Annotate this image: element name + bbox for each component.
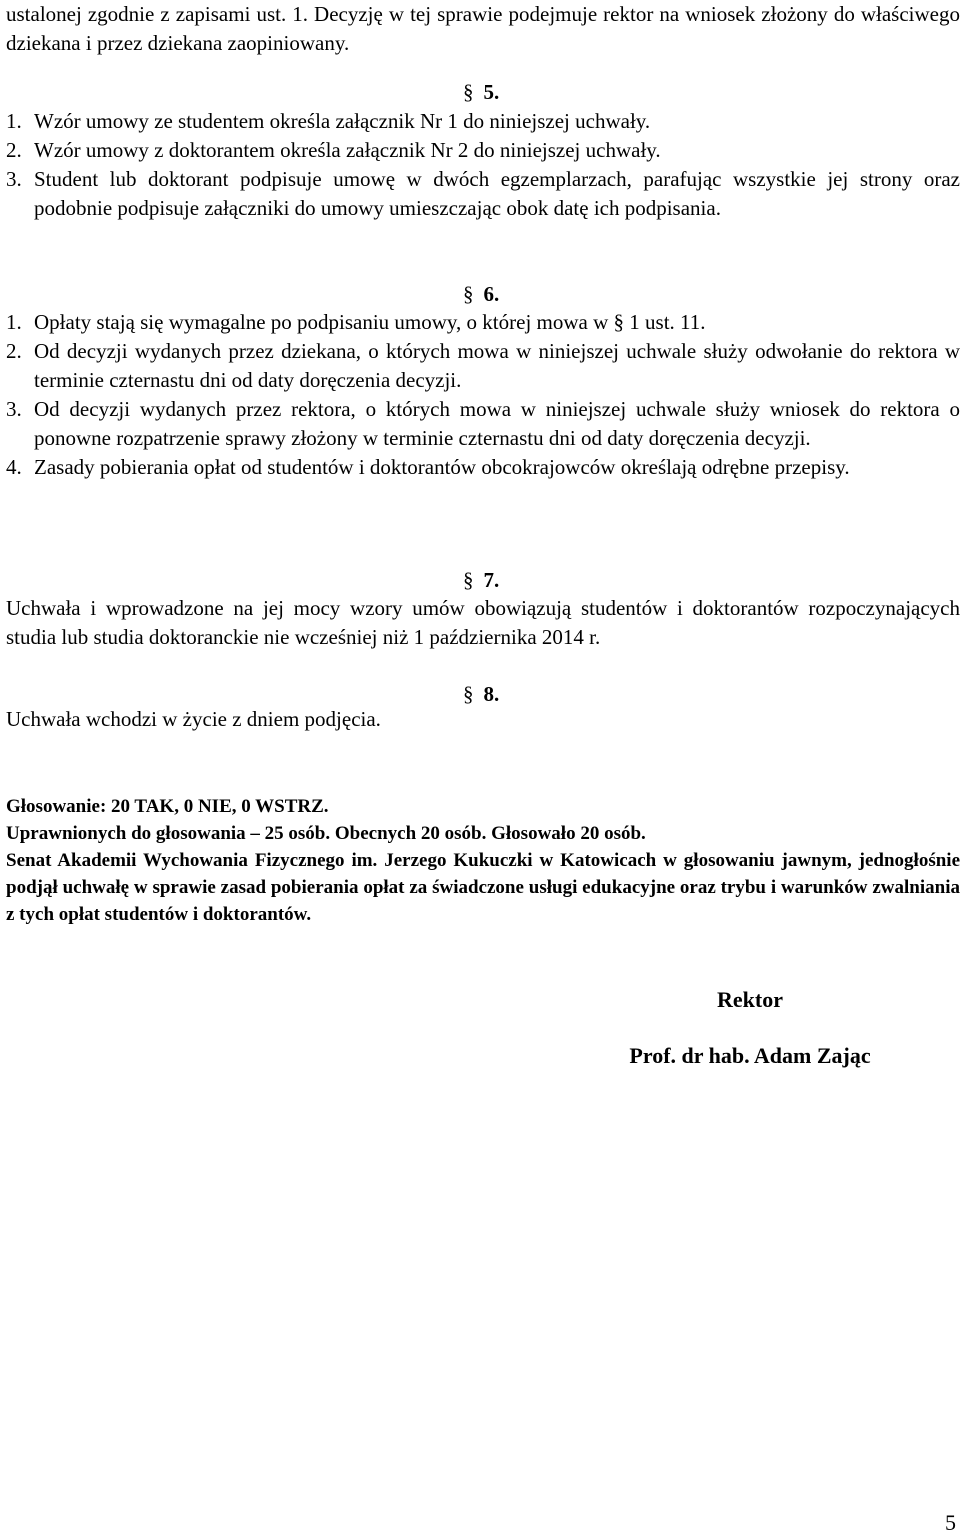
section-7-text: Uchwała i wprowadzone na jej mocy wzory umów obowiązują studentów i doktorantów rozpoczynających studia lub studia doktoranckie nie wcześniej niż 1 października 2014 r. bbox=[6, 596, 960, 649]
item-text: Od decyzji wydanych przez rektora, o których mowa w niniejszej uchwale służy wniosek do rektora o ponowne rozpatrzenie sprawy złożony w terminie czternastu dni od daty doręczenia decyzji. bbox=[34, 397, 960, 450]
section-5-list bbox=[0, 107, 960, 223]
list-item bbox=[0, 107, 960, 136]
voting-eligible: Uprawnionych do głosowania – 25 osób. Obecnych 20 osób. Głosowało 20 osób. bbox=[6, 823, 646, 844]
section-symbol: § bbox=[463, 568, 474, 592]
page-number: 5 bbox=[945, 1510, 956, 1535]
intro-paragraph bbox=[0, 0, 960, 58]
item-number: 1. bbox=[6, 310, 22, 334]
section-symbol: § bbox=[463, 282, 474, 306]
section-7-heading bbox=[463, 566, 499, 595]
voting-result: Głosowanie: 20 TAK, 0 NIE, 0 WSTRZ. bbox=[6, 796, 329, 817]
signature-title: Rektor bbox=[717, 987, 783, 1012]
list-item bbox=[0, 453, 960, 482]
section-7-body bbox=[0, 594, 960, 652]
section-8-text: Uchwała wchodzi w życie z dniem podjęcia. bbox=[6, 707, 381, 731]
item-text: Student lub doktorant podpisuje umowę w dwóch egzemplarzach, parafując wszystkie jej strony oraz podobnie podpisuje załączniki do umowy umieszczając obok datę ich podpisania. bbox=[34, 167, 960, 220]
section-label: 8. bbox=[483, 682, 500, 706]
list-item bbox=[0, 337, 960, 395]
item-text: Od decyzji wydanych przez dziekana, o których mowa w niniejszej uchwale służy odwołanie do rektora w terminie czternastu dni od daty doręczenia decyzji. bbox=[34, 339, 960, 392]
signature-name: Prof. dr hab. Adam Zając bbox=[629, 1043, 871, 1068]
section-8-body bbox=[0, 705, 960, 734]
section-symbol: § bbox=[463, 682, 474, 706]
section-6-heading bbox=[463, 280, 499, 309]
list-item bbox=[0, 395, 960, 453]
section-label: 7. bbox=[483, 568, 500, 592]
section-label: 6. bbox=[483, 282, 500, 306]
list-item bbox=[0, 136, 960, 165]
item-text: Zasady pobierania opłat od studentów i doktorantów obcokrajowców określają odrębne przepisy. bbox=[34, 455, 850, 479]
signature-block bbox=[560, 985, 940, 1071]
intro-text: ustalonej zgodnie z zapisami ust. 1. Decyzję w tej sprawie podejmuje rektor na wniosek złożony do właściwego dziekana i przez dziekana zaopiniowany. bbox=[6, 2, 960, 55]
list-item bbox=[0, 165, 960, 223]
section-label: 5. bbox=[483, 80, 500, 104]
section-symbol: § bbox=[463, 80, 474, 104]
section-6-list bbox=[0, 308, 960, 482]
item-number: 1. bbox=[6, 109, 22, 133]
item-text: Wzór umowy ze studentem określa załącznik Nr 1 do niniejszej uchwały. bbox=[34, 109, 651, 133]
item-number: 3. bbox=[6, 167, 22, 191]
item-number: 3. bbox=[6, 397, 22, 421]
item-text: Wzór umowy z doktorantem określa załącznik Nr 2 do niniejszej uchwały. bbox=[34, 138, 661, 162]
list-item bbox=[0, 308, 960, 337]
item-number: 4. bbox=[6, 455, 22, 479]
item-number: 2. bbox=[6, 339, 22, 363]
section-5-heading bbox=[463, 78, 499, 107]
voting-statement: Senat Akademii Wychowania Fizycznego im. Jerzego Kukuczki w Katowicach w głosowaniu jawnym, jednogłośnie podjął uchwałę w sprawie zasad pobierania opłat za świadczone usługi edukacyjne oraz trybu i warunków zwalniania z tych opłat studentów i doktorantów. bbox=[6, 850, 960, 925]
item-number: 2. bbox=[6, 138, 22, 162]
item-text: Opłaty stają się wymagalne po podpisaniu umowy, o której mowa w § 1 ust. 11. bbox=[34, 310, 706, 334]
voting-block bbox=[0, 793, 960, 928]
